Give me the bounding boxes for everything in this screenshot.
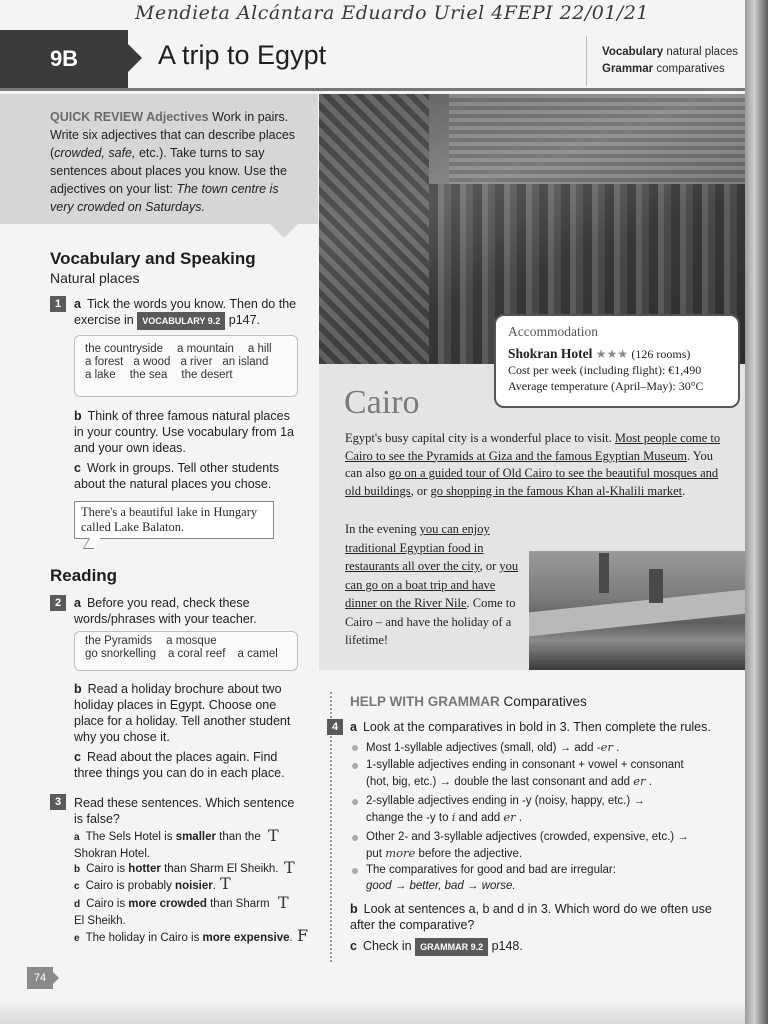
header-rule <box>0 88 745 91</box>
reading-word-box <box>74 631 298 671</box>
word-row: a forest a wood a river an island <box>85 356 269 368</box>
star-rating: ★★★ <box>595 347 629 361</box>
header-divider <box>586 36 587 86</box>
handwritten-mark-d: T <box>278 893 289 912</box>
sentence-a: a The Sels Hotel is smaller than the Shokran Hotel. <box>74 831 261 860</box>
grammar-rule-2: 1-syllable adjectives ending in consonant + vowel + consonant (hot, big, etc.) → double the last consonant and add er . <box>366 759 684 788</box>
accommodation-title: Accommodation <box>508 324 598 339</box>
cairo-paragraph-2: In the evening you can enjoy traditional Egyptian food in restaurants all over the city, or you can go on a boat trip and have dinner on the River Nile. Come to Cairo – and have the holiday of a lifetime! <box>345 522 519 647</box>
exercise-4-number: 4 <box>327 719 343 735</box>
exercise-2a: a Before you read, check these words/phrases with your teacher. <box>74 596 257 626</box>
sentence-e: e The holiday in Cairo is more expensive. <box>74 932 293 944</box>
meta-vocabulary: Vocabulary natural places <box>602 46 738 58</box>
handwritten-mark-b: T <box>284 858 295 877</box>
page-spine-shadow <box>745 0 768 1024</box>
handwritten-mark-c: T <box>220 874 231 893</box>
word-row: the countryside a mountain a hill <box>85 343 272 355</box>
cairo-title: Cairo <box>344 384 420 421</box>
handwritten-student-note: Mendieta Alcántara Eduardo Uriel 4FEPI 22/01/21 <box>135 2 649 24</box>
exercise-3-number: 3 <box>50 794 66 810</box>
exercise-2-number: 2 <box>50 595 66 611</box>
word-row: the Pyramids a mosque <box>85 635 217 647</box>
sentence-d: d Cairo is more crowded than Sharm El Sheikh. <box>74 898 270 927</box>
grammar-rule-5: The comparatives for good and bad are irregular: good → better, bad → worse. <box>366 864 616 892</box>
sentence-b: b Cairo is hotter than Sharm El Sheikh. <box>74 863 279 875</box>
handwritten-mark-e: F <box>297 926 309 945</box>
lesson-title: A trip to Egypt <box>158 40 327 70</box>
exercise-4c: c Check in GRAMMAR 9.2 p148. <box>350 938 730 956</box>
reading-heading: Reading <box>50 566 118 585</box>
accommodation-box <box>494 314 740 408</box>
page-number: 74 <box>27 967 53 989</box>
handwritten-mark-a: T <box>268 826 279 845</box>
exercise-3-instruction: Read these sentences. Which sentence is false? <box>74 796 295 826</box>
bullet-icon <box>352 799 358 805</box>
meta-grammar: Grammar comparatives <box>602 63 725 75</box>
word-row: go snorkelling a coral reef a camel <box>85 648 278 660</box>
exercise-2b: b Read a holiday brochure about two holiday places in Egypt. Choose one place for a holiday. Tell another student why you chose it. <box>74 682 291 744</box>
cairo-nile-photo <box>529 551 745 670</box>
example-speech-bubble: There's a beautiful lake in Hungary called Lake Balaton. <box>74 501 274 539</box>
quick-review-text: QUICK REVIEW Adjectives Work in pairs. Write six adjectives that can describe places (crowded, safe, etc.). Take turns to say sentences about places you know. Use the adjectives on your list: The town centre is very crowded on Saturdays. <box>50 110 296 214</box>
sentence-c: c Cairo is probably noisier. <box>74 880 216 892</box>
exercise-1-number: 1 <box>50 296 66 312</box>
accommodation-temperature: Average temperature (April–May): 30°C <box>508 379 704 393</box>
accommodation-cost: Cost per week (including flight): €1,490 <box>508 363 702 377</box>
help-with-grammar-title: HELP WITH GRAMMAR Comparatives <box>350 694 587 709</box>
lesson-badge-arrow <box>128 44 142 72</box>
lesson-meta <box>602 44 738 78</box>
vocab-heading: Vocabulary and Speaking <box>50 249 256 268</box>
word-row: a lake the sea the desert <box>85 369 233 381</box>
page-number-arrow <box>53 972 59 984</box>
cairo-paragraph-1: Egypt's busy capital city is a wonderful place to visit. Most people come to Cairo to see the Pyramids at Giza and the famous Egyptian Museum. You can also go on a guided tour of Old Cairo to see the beautiful mosques and old buildings, or go shopping in the famous Khan al-Khalili market. <box>345 431 721 498</box>
natural-places-word-box <box>74 335 298 397</box>
exercise-2c: c Read about the places again. Find three things you can do in each place. <box>74 750 285 780</box>
grammar-reference-tag: GRAMMAR 9.2 <box>415 938 488 956</box>
exercise-1c: c Work in groups. Tell other students about the natural places you chose. <box>74 461 279 491</box>
vocab-subheading: Natural places <box>50 270 140 286</box>
hotel-name-line: Shokran Hotel ★★★ (126 rooms) <box>508 346 691 361</box>
bullet-icon <box>352 745 358 751</box>
grammar-rule-1: Most 1-syllable adjectives (small, old) → add -er . <box>366 740 620 754</box>
grammar-rule-4: Other 2- and 3-syllable adjectives (crowded, expensive, etc.) → put more before the adjective. <box>366 831 689 860</box>
lesson-badge: 9B <box>0 30 128 88</box>
vocabulary-reference-tag: VOCABULARY 9.2 <box>137 312 225 330</box>
grammar-rule-3: 2-syllable adjectives ending in -y (noisy, happy, etc.) → change the -y to i and add er . <box>366 795 645 824</box>
exercise-1b: b Think of three famous natural places in your country. Use vocabulary from 1a and your own ideas. <box>74 409 295 455</box>
bullet-icon <box>352 868 358 874</box>
exercise-4a: a Look at the comparatives in bold in 3. Then complete the rules. <box>350 720 711 734</box>
quick-review-tail <box>270 224 298 238</box>
bullet-icon <box>352 763 358 769</box>
exercise-1a: a Tick the words you know. Then do the exercise in VOCABULARY 9.2 p147. <box>74 296 302 330</box>
exercise-4b: b Look at sentences a, b and d in 3. Which word do we often use after the comparative? <box>350 902 712 932</box>
page-bottom-edge <box>0 1000 745 1024</box>
bullet-icon <box>352 835 358 841</box>
